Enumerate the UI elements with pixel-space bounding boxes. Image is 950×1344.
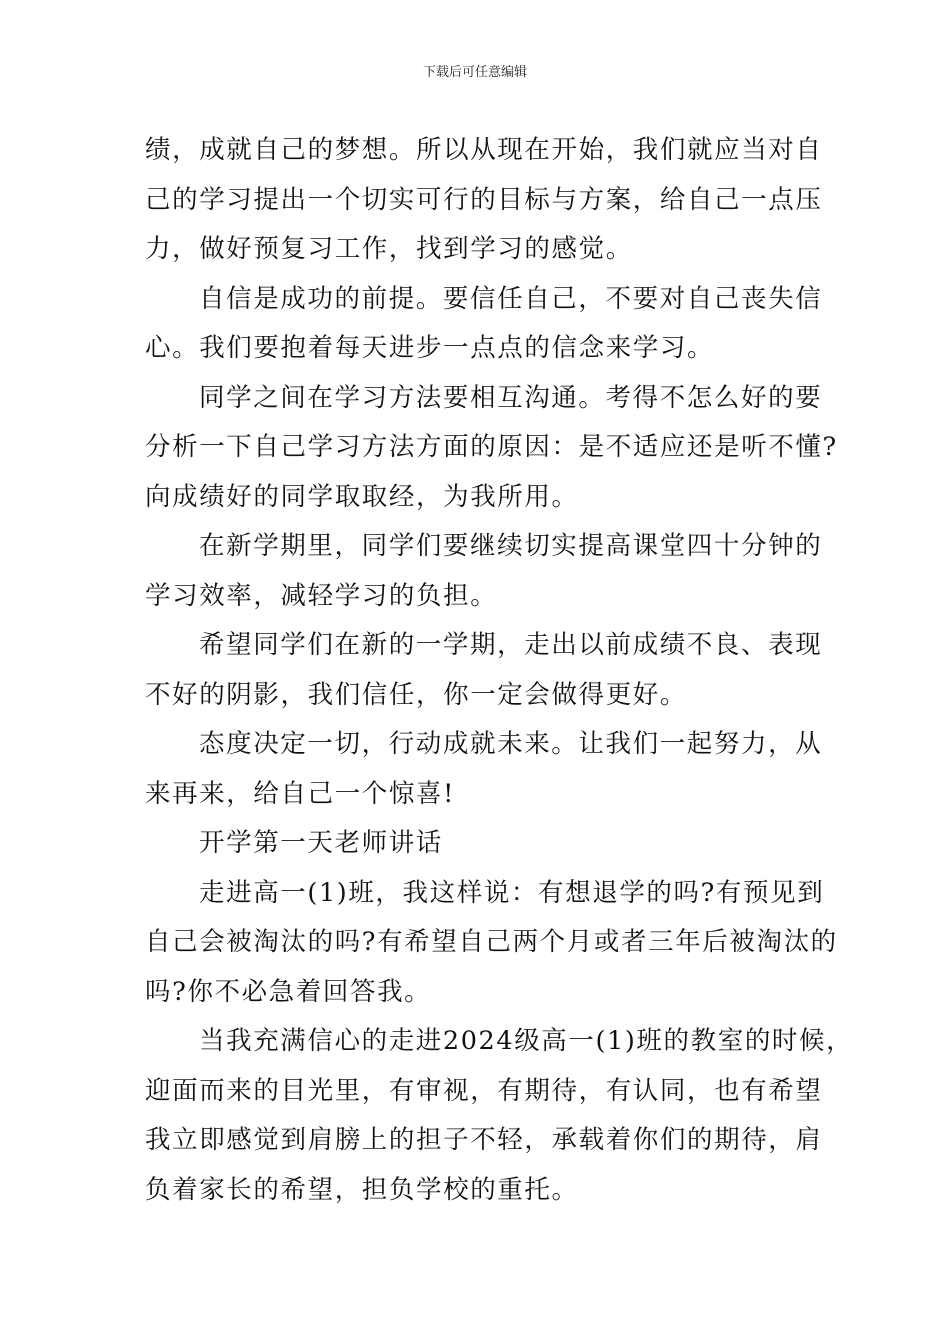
text-line: 来再来，给自己一个惊喜! <box>145 778 455 809</box>
text-line: 力，做好预复习工作，找到学习的感觉。 <box>145 234 633 264</box>
text-line: 吗?你不必急着回答我。 <box>145 976 432 1007</box>
text-line: 同学之间在学习方法要相互沟通。考得不怎么好的要 <box>199 382 823 413</box>
text-line: 己的学习提出一个切实可行的目标与方案，给自己一点压 <box>145 184 823 215</box>
paragraph <box>145 275 823 374</box>
paragraph <box>145 720 823 819</box>
paragraph <box>145 126 823 275</box>
text-line: 绩，成就自己的梦想。所以从现在开始，我们就应当对自 <box>145 135 823 165</box>
paragraph <box>145 522 823 621</box>
text-line: 学习效率，减轻学习的负担。 <box>145 580 498 611</box>
paragraph <box>145 869 838 1018</box>
text-line: 自信是成功的前提。要信任自己，不要对自己丧失信 <box>199 283 823 314</box>
text-line: 我立即感觉到肩膀上的担子不轻，承载着你们的期待，肩 <box>145 1125 823 1155</box>
text-line: 开学第一天老师讲话 <box>199 828 443 858</box>
page-header-note: 下载后可任意编辑 <box>422 65 527 80</box>
text-line: 不好的阴影，我们信任，你一定会做得更好。 <box>145 679 688 710</box>
text-line: 当我充满信心的走进2024级高一(1)班的教室的时候， <box>199 1026 854 1056</box>
text-line: 在新学期里，同学们要继续切实提高课堂四十分钟的 <box>199 531 823 561</box>
text-line: 走进高一(1)班，我这样说：有想退学的吗?有预见到 <box>199 877 825 908</box>
text-line: 心。我们要抱着每天进步一点点的信念来学习。 <box>145 333 715 363</box>
paragraph <box>145 374 838 523</box>
text-line: 分析一下自己学习方法方面的原因：是不适应还是听不懂? <box>145 432 838 462</box>
text-line: 负着家长的希望，担负学校的重托。 <box>145 1174 579 1205</box>
text-line: 希望同学们在新的一学期，走出以前成绩不良、表现 <box>199 630 823 660</box>
paragraph <box>145 1017 854 1215</box>
document-body <box>145 126 854 1215</box>
text-line: 态度决定一切，行动成就未来。让我们一起努力，从 <box>199 729 823 759</box>
text-line: 迎面而来的目光里，有审视，有期待，有认同，也有希望 <box>145 1075 823 1106</box>
text-line: 自己会被淘汰的吗?有希望自己两个月或者三年后被淘汰的 <box>145 927 838 957</box>
section-heading <box>145 819 807 869</box>
paragraph <box>145 621 823 720</box>
text-line: 向成绩好的同学取取经，为我所用。 <box>145 481 579 512</box>
